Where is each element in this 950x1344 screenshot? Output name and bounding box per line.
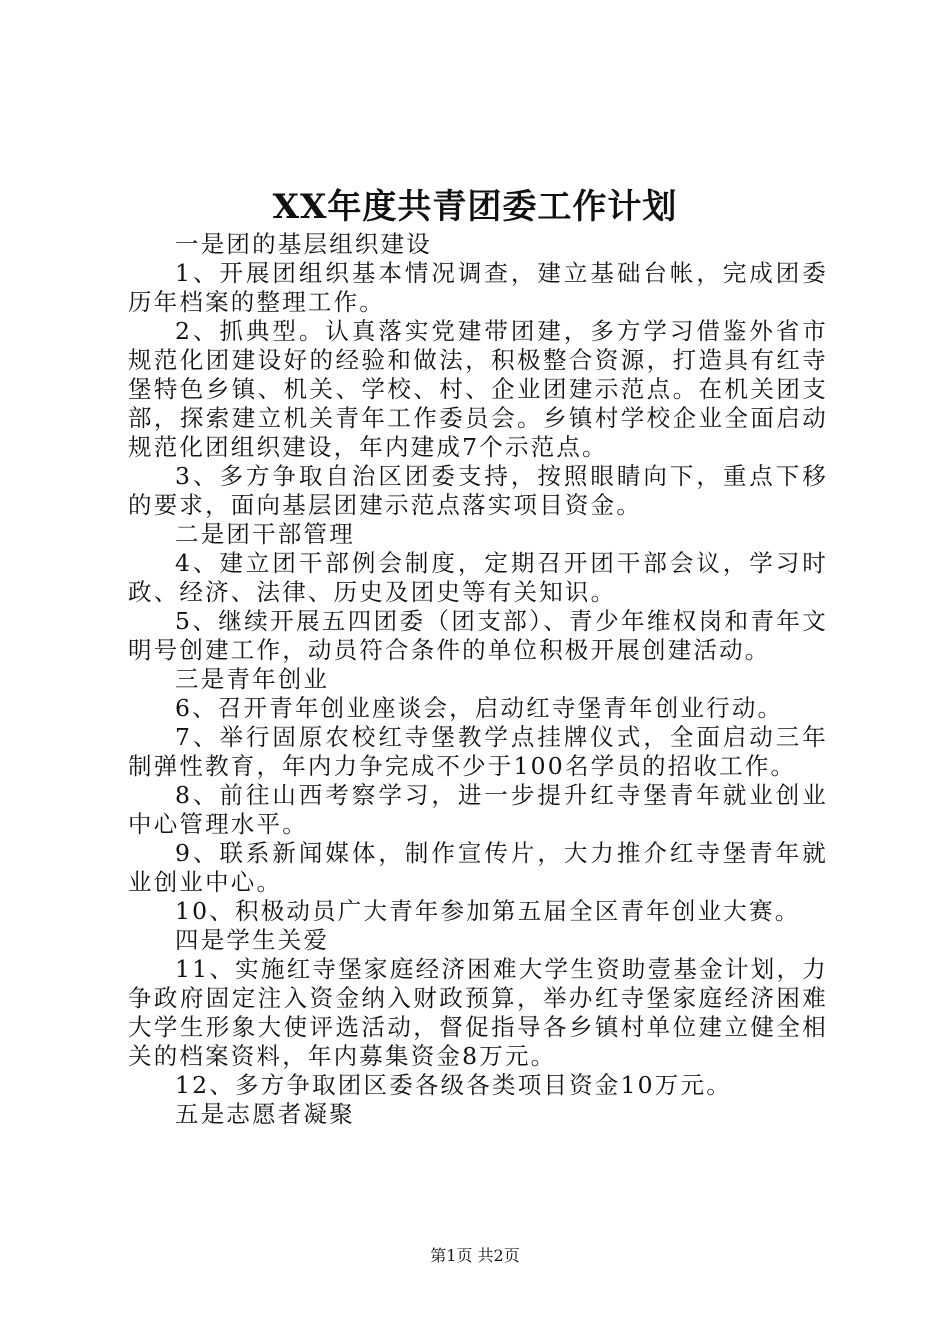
list-item: 6、召开青年创业座谈会，启动红寺堡青年创业行动。	[175, 694, 784, 722]
list-item: 4、建立团干部例会制度，定期召开团干部会议，学习时政、经济、法律、历史及团史等有关知识。	[128, 549, 828, 606]
section-heading: 二是团干部管理	[175, 520, 355, 548]
list-item: 1、开展团组织基本情况调查，建立基础台帐，完成团委历年档案的整理工作。	[128, 259, 828, 316]
list-item: 8、前往山西考察学习，进一步提升红寺堡青年就业创业中心管理水平。	[128, 781, 828, 838]
list-item: 9、联系新闻媒体，制作宣传片，大力推介红寺堡青年就业创业中心。	[128, 839, 828, 896]
page-footer: 第1页 共2页	[430, 1246, 520, 1265]
list-item: 7、举行固原农校红寺堡教学点挂牌仪式，全面启动三年制弹性教育，年内力争完成不少于100名学员的招收工作。	[128, 723, 828, 780]
list-item: 10、积极动员广大青年参加第五届全区青年创业大赛。	[175, 897, 801, 925]
section-heading: 一是团的基层组织建设	[175, 230, 432, 258]
list-item: 11、实施红寺堡家庭经济困难大学生资助壹基金计划，力争政府固定注入资金纳入财政预算，举办红寺堡家庭经济困难大学生形象大使评选活动，督促指导各乡镇村单位建立健全相关的档案资料，年内募集资金8万元。	[128, 955, 828, 1070]
list-item: 5、继续开展五四团委（团支部）、青少年维权岗和青年文明号创建工作，动员符合条件的单位积极开展创建活动。	[128, 607, 828, 664]
list-item: 2、抓典型。认真落实党建带团建，多方学习借鉴外省市规范化团建设好的经验和做法，积极整合资源，打造具有红寺堡特色乡镇、机关、学校、村、企业团建示范点。在机关团支部，探索建立机关青年工作委员会。乡镇村学校企业全面启动规范化团组织建设，年内建成7个示范点。	[128, 317, 828, 461]
document-title: XX年度共青团委工作计划	[272, 187, 678, 227]
list-item: 12、多方争取团区委各级各类项目资金10万元。	[175, 1071, 732, 1099]
list-item: 3、多方争取自治区团委支持，按照眼睛向下，重点下移的要求，面向基层团建示范点落实项目资金。	[128, 462, 828, 519]
section-heading: 五是志愿者凝聚	[175, 1100, 355, 1128]
section-heading: 四是学生关爱	[175, 926, 330, 954]
document-body	[128, 230, 828, 1129]
section-heading: 三是青年创业	[175, 665, 330, 693]
